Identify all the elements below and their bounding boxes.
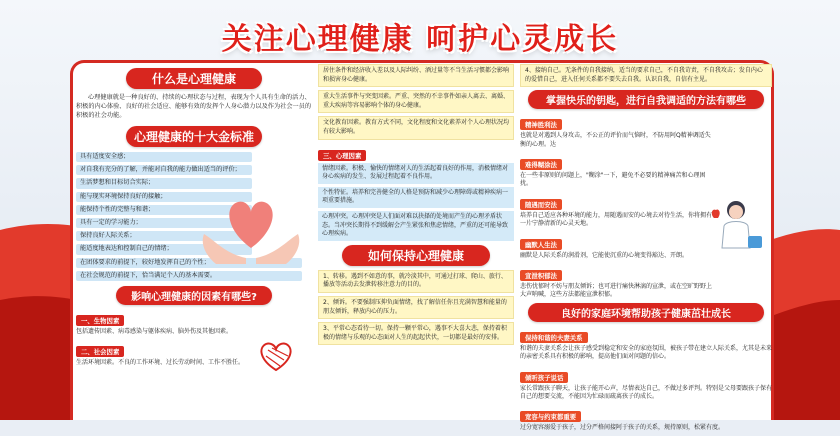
factor-text: 包括遗传因素、病毒感染与躯体疾病、脑外伤及其他因素。	[76, 328, 233, 336]
keep-healthy-header: 如何保持心理健康	[342, 245, 490, 266]
family-text: 过分宽容溺爱于孩子，过分严格间接阿于孩子的关系，规持原则，松紧有度。	[520, 424, 725, 432]
page-title: 关注心理健康 呵护心灵成长	[221, 22, 619, 57]
factor-label: 一、生物因素	[76, 315, 124, 326]
method-label: 幽默人生法	[520, 239, 562, 250]
factor-label: 二、社会因素	[76, 346, 124, 357]
info-box: 4、接纳自己。无条件的自我接纳，适当的要求自己，不自我苛责，不自我攻击；发自内心的爱惜自己，进入任何关系都不要失去自我。认识自我，自信有主见。	[520, 64, 772, 87]
heart-hands-illustration	[196, 186, 306, 266]
info-box: 文化教育因素。教育方式不同，文化程度和文化素养对个人心理状况均有较大影响。	[318, 116, 514, 139]
middle-column	[318, 64, 514, 348]
list-item: 在社会规范的前提下，恰当满足个人的基本需要。	[76, 271, 302, 281]
factors-header: 影响心理健康的因素有哪些?	[116, 286, 272, 305]
info-box: 情绪因素。积极、愉快的情绪对人的生活起着良好的作用，消极情绪对身心疾病的发生、发展过程起着不良作用。	[318, 163, 514, 184]
factor-label: 三、心理因素	[318, 150, 366, 161]
list-item: 对自我有充分的了解，并能对自我的能力做出适当的评价；	[76, 165, 252, 175]
method-text: 也就是对遇到人身攻击，不公正的评价而气恼时，不防用阿Q精神调适失衡的心理。达	[520, 132, 711, 148]
family-text: 和谐的夫妻关系会让孩子感受到稳定和安全的家庭氛围，被孩子带在建立人际关系，尤其是未来的亲密关系具有积极的影响，提高他们面对问题的信心。	[520, 344, 773, 361]
info-box: 个性特征。培养和完善健全的人格是预防和减少心理障碍或精神疾病一项重要措施。	[318, 187, 514, 208]
family-text: 家长常跟孩子聊天，让孩子能开心声，尽情表达自己，不做过多评判。特别是父母要跟孩子保有自己的想要交流，不能因为忙碌而疏离孩子的成长。	[520, 384, 773, 401]
method-label: 宣泄积郁法	[520, 270, 562, 281]
info-box: 居住条件和经济收入差以及人际纠纷、酒过量等不当生活习惯都会影响和损害身心健康。	[318, 64, 514, 87]
method-text: 培养自己适应各种环境的能力，用随遇而安的心境去对待生活，你将拥有一片宁静清新的心灵天地。	[520, 211, 713, 228]
list-item: 能与现实环境保持良好的接触；	[76, 192, 252, 202]
heart-scribble-icon	[254, 338, 298, 374]
factor-text: 生活环境因素。不良的工作环境、过长劳动时间、工作不胜任。	[76, 359, 245, 367]
list-item: 生活梦想和目标切合实际；	[76, 178, 252, 188]
method-label: 精神胜利法	[520, 119, 562, 130]
list-item: 在团体要求的前提下，较好地发挥自己的个性；	[76, 258, 302, 268]
method-label: 难得糊涂法	[520, 159, 562, 170]
info-box: 心理冲突。心理冲突是人们面对难以抉择的处境而产生的心理矛盾状态。当冲突长期得不到缓解会产生紧张和焦虑情绪，严重的还可能导致心理疾病。	[318, 211, 514, 241]
standards-header: 心理健康的十大金标准	[126, 126, 262, 147]
list-item: 能适度地表达和控制自己的情绪；	[76, 244, 252, 254]
list-item: 保持良好人际关系；	[76, 231, 252, 241]
what-is-header: 什么是心理健康	[126, 68, 262, 89]
info-box: 重大生活事件与突变因素。严重、突然的不幸事件如亲人离去、离婚、重大疾病等容易影响个体的身心健康。	[318, 90, 514, 113]
family-label: 倾听孩子说话	[520, 372, 568, 383]
family-label: 宽容与约束都重要	[520, 411, 581, 422]
info-box: 3、平常心态看待一切。保持一颗平常心，遇事不大喜大悲，保持着积极的情绪与乐观的心态面对人生的起起伏伏，一切都是最好的安排。	[318, 322, 514, 345]
info-box: 1、转移。遇到不如意的事，就冷淡其中，可通过打球、爬山、旅行、播放等活动去发泄转移注意力的目的。	[318, 270, 514, 293]
method-text: 悲伤忧郁时不妨与朋友倾诉；也可进行痛快淋漓的宣泄，或在空旷野野上大声呐喊，这些方法都能宣泄积郁。	[520, 283, 713, 299]
method-text: 在一些非原则的问题上，"糊涂"一下，避免不必要的精神痛苦和心理困扰。	[520, 172, 706, 188]
happy-key-header: 掌握快乐的钥匙，进行自我调适的方法有哪些	[528, 90, 764, 109]
family-header: 良好的家庭环境帮助孩子健康茁壮成长	[528, 303, 764, 322]
method-label: 随遇而安法	[520, 199, 562, 210]
doctor-illustration	[706, 196, 768, 256]
info-box: 2、倾诉。不要强制压抑负面情绪，找了解信任你且充满智慧和能量的朋友倾诉，释放内心的压力。	[318, 296, 514, 319]
list-item: 具有适度安全感；	[76, 152, 252, 162]
list-item: 具有一定的学习能力；	[76, 218, 252, 228]
list-item: 能保持个性的完整与和谐；	[76, 205, 252, 215]
family-label: 保持和谐的夫妻关系	[520, 332, 588, 343]
what-is-text: 心理健康就是一种良好的、持续的心理状态与过程，表现为个人具有生命的活力、积极的内心体验、良好的社会适应、能够有效的发挥个人身心潜力以及作为社会一员的积极的社会功能。	[76, 94, 312, 119]
method-text: 幽默是人际关系的润滑剂，它能使沉重的心境变得豁达、开朗。	[520, 251, 689, 259]
